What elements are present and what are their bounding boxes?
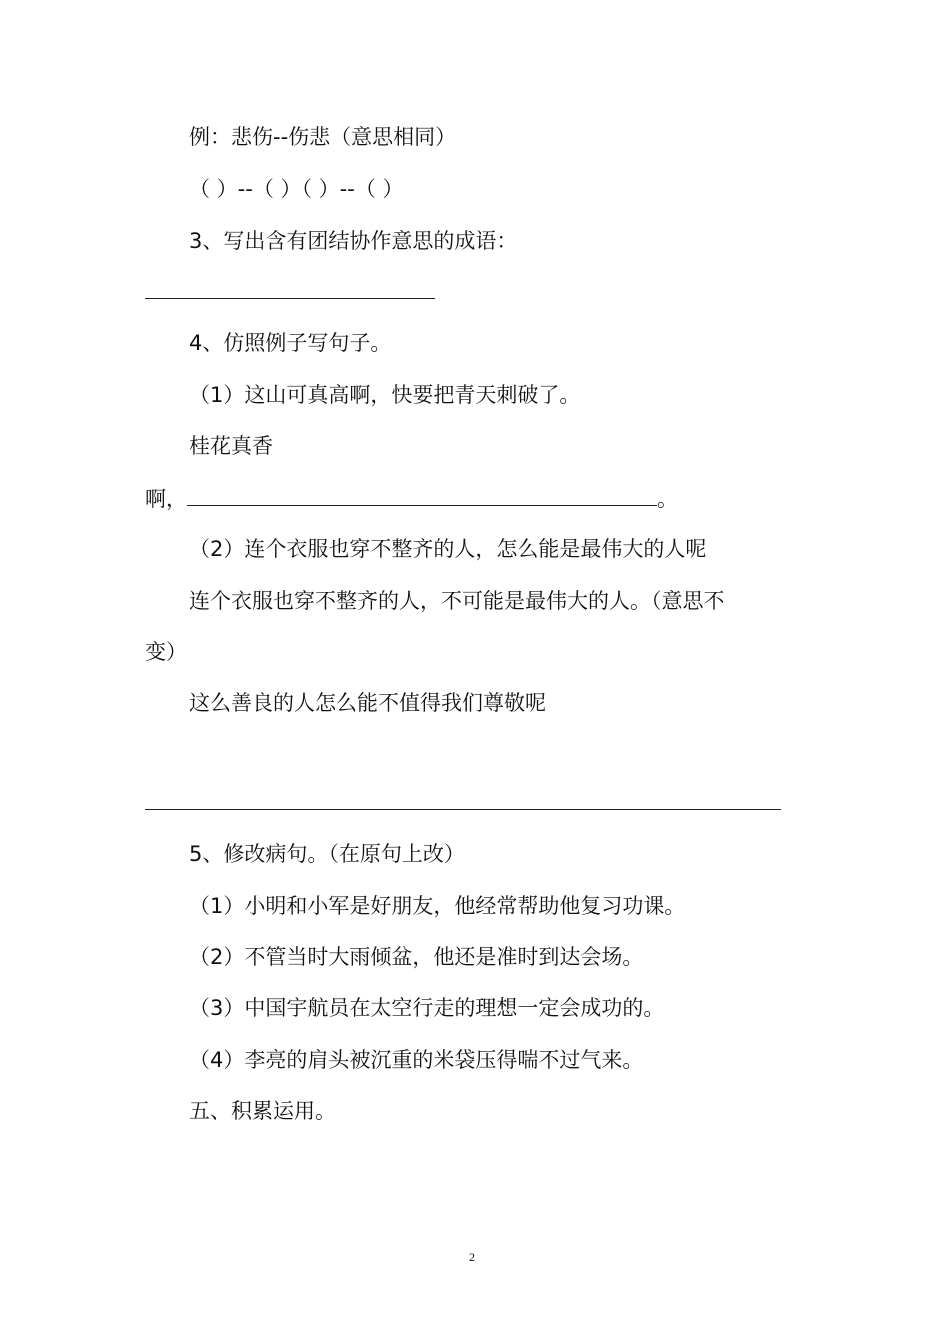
question-5-3: （3）中国宇航员在太空行走的理想一定会成功的。 — [189, 996, 665, 1020]
section-5-heading: 五、积累运用。 — [189, 1099, 336, 1123]
answer-end-text: 。 — [657, 487, 678, 511]
question-4-1-prompt: 桂花真香 — [189, 434, 273, 458]
question-4: 4、仿照例子写句子。 — [189, 331, 392, 355]
question-5: 5、修改病句。（在原句上改） — [189, 842, 465, 866]
answer-blank-q4-1[interactable] — [187, 483, 657, 506]
example-line: 例：悲伤--伤悲（意思相同） — [189, 125, 457, 149]
answer-start-text: 啊， — [145, 487, 187, 511]
question-3: 3、写出含有团结协作意思的成语： — [189, 229, 518, 253]
page-number: 2 — [469, 1250, 475, 1264]
answer-blank-q3[interactable] — [145, 298, 435, 299]
question-4-1-answer-line — [145, 483, 678, 514]
question-4-2-prompt: 这么善良的人怎么能不值得我们尊敬呢 — [189, 691, 546, 715]
blank-pairs-line: （ ）--（ ）（ ）--（ ） — [189, 177, 404, 201]
answer-blank-q4-2[interactable] — [145, 809, 781, 810]
question-4-2: （2）连个衣服也穿不整齐的人，怎么能是最伟大的人呢 — [189, 537, 707, 561]
question-5-4: （4）李亮的肩头被沉重的米袋压得喘不过气来。 — [189, 1048, 644, 1072]
question-4-2-rewrite-a: 连个衣服也穿不整齐的人，不可能是最伟大的人。（意思不 — [189, 589, 725, 613]
question-5-1: （1）小明和小军是好朋友，他经常帮助他复习功课。 — [189, 894, 686, 918]
question-5-2: （2）不管当时大雨倾盆，他还是准时到达会场。 — [189, 945, 644, 969]
question-4-1: （1）这山可真高啊，快要把青天刺破了。 — [189, 383, 581, 407]
question-4-2-rewrite-b: 变） — [145, 640, 187, 664]
